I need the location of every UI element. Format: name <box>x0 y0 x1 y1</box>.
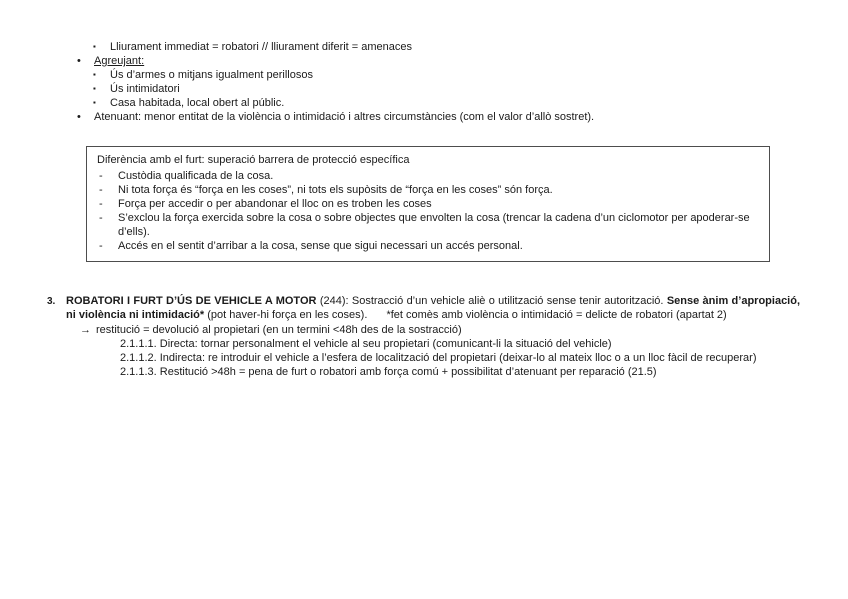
arrow-line-text: restitució = devolució al propietari (en un termini <48h des de la sostracció) <box>96 324 462 336</box>
box-item-text: S’exclou la força exercida sobre la cosa o sobre objectes que envolten la cosa (trencar la cadena d’un ciclomotor per apoderar-se d’ells). <box>118 212 750 238</box>
section-text: (pot haver-hi força en les coses). <box>207 309 368 321</box>
box-list-item <box>95 239 759 253</box>
framed-box <box>86 146 770 262</box>
section-paragraph <box>66 294 800 322</box>
list-item <box>47 54 800 68</box>
list-item <box>47 40 800 54</box>
section-number: 3. <box>47 296 56 307</box>
list-item <box>47 110 800 124</box>
dash-marker: - <box>99 212 103 224</box>
sub-item: 2.1.1.3. Restitució >48h = pena de furt o robatori amb força comú + possibilitat d’atenuant per reparació (21.5) <box>120 366 657 378</box>
list-item-text: Casa habitada, local obert al públic. <box>110 97 285 109</box>
box-list-item <box>95 183 759 197</box>
section-body <box>66 294 800 379</box>
box-list-item <box>95 197 759 211</box>
box-item-text: Força per accedir o per abandonar el lloc on es troben les coses <box>118 198 432 210</box>
section-heading: ROBATORI I FURT D’ÚS DE VEHICLE A MOTOR <box>66 295 317 307</box>
box-list-item <box>95 169 759 183</box>
dash-marker: - <box>99 170 103 182</box>
dot-bullet-icon: • <box>77 55 81 67</box>
list-item <box>47 96 800 110</box>
square-bullet-icon: ▪ <box>93 84 96 93</box>
numbered-section <box>47 294 800 379</box>
section-row <box>47 294 800 379</box>
dash-marker: - <box>99 198 103 210</box>
bullet-list <box>47 40 800 124</box>
sub-item: 2.1.1.2. Indirecta: re introduir el vehicle a l’esfera de localització del propietari (deixar-lo al mateix lloc o a un lloc fàcil de recuperar) <box>120 352 757 364</box>
footnote-text: *fet comès amb violència o intimidació = delicte de robatori (apartat 2) <box>386 309 727 321</box>
box-item-text: Ni tota força és “força en les coses”, ni tots els supòsits de “força en les coses” són força. <box>118 184 553 196</box>
list-item-text: Lliurament immediat = robatori // lliurament diferit = amenaces <box>110 41 413 53</box>
list-item-text: Ús d’armes o mitjans igualment perillosos <box>110 69 313 81</box>
box-title: Diferència amb el furt: superació barrera de protecció específica <box>97 154 410 166</box>
square-bullet-icon: ▪ <box>93 70 96 79</box>
dash-marker: - <box>99 184 103 196</box>
arrow-line <box>80 323 800 337</box>
square-bullet-icon: ▪ <box>93 98 96 107</box>
dot-bullet-icon: • <box>77 111 81 123</box>
arrow-icon: → <box>80 324 91 336</box>
list-item <box>47 68 800 82</box>
sub-item: 2.1.1.1. Directa: tornar personalment el vehicle al seu propietari (comunicant-li la situació del vehicle) <box>120 338 612 350</box>
box-item-text: Custòdia qualificada de la cosa. <box>118 170 274 182</box>
list-item-text: Atenuant: menor entitat de la violència o intimidació i altres circumstàncies (com el valor d’allò sostret). <box>94 111 595 123</box>
box-list-item <box>95 211 759 239</box>
section-text: (244): Sostracció d’un vehicle aliè o utilització sense tenir autorització. <box>319 295 664 307</box>
box-item-text: Accés en el sentit d’arribar a la cosa, sense que sigui necessari un accés personal. <box>118 240 523 252</box>
section-bold-clause: Sense ànim d’apropiació, ni violència ni intimidació* <box>66 295 801 321</box>
square-bullet-icon: ▪ <box>93 42 96 51</box>
list-item-text: Ús intimidatori <box>110 83 180 95</box>
dash-marker: - <box>99 240 103 252</box>
list-item-text: Agreujant: <box>94 55 145 67</box>
list-item <box>47 82 800 96</box>
